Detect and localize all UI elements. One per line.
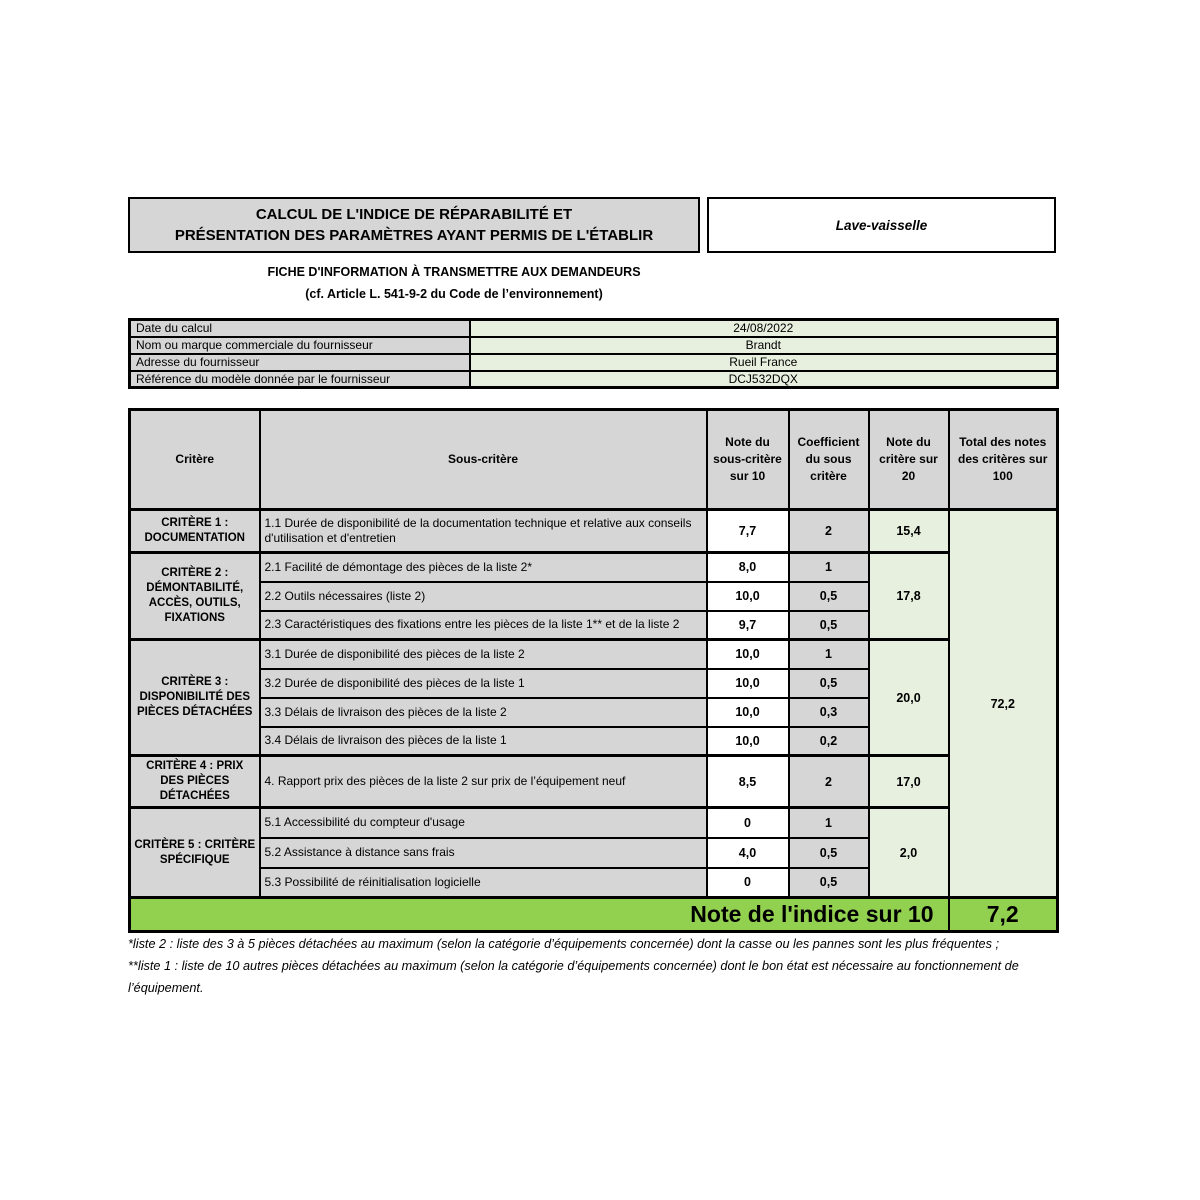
subtitle-line2: (cf. Article L. 541-9-2 du Code de l’environnement): [305, 287, 603, 301]
info-label-brand: Nom ou marque commerciale du fournisseur: [130, 337, 470, 354]
subcriterion-2-1-label: 2.1 Facilité de démontage des pièces de la liste 2*: [260, 553, 707, 582]
note10-1-1: 7,7: [707, 510, 789, 553]
note10-3-3: 10,0: [707, 698, 789, 727]
coeff-5-2: 0,5: [789, 838, 869, 868]
criterion-1-cell: CRITÈRE 1 : DOCUMENTATION: [130, 510, 260, 553]
product-category-box: [707, 197, 1056, 253]
info-label-date: Date du calcul: [130, 320, 470, 337]
criterion-5-cell: CRITÈRE 5 : CRITÈRE SPÉCIFIQUE: [130, 808, 260, 898]
table-row-1-1: [130, 510, 1058, 553]
coeff-2-1: 1: [789, 553, 869, 582]
subcriterion-3-4-label: 3.4 Délais de livraison des pièces de la liste 1: [260, 727, 707, 756]
document-title-line1: CALCUL DE L'INDICE DE RÉPARABILITÉ ET: [255, 206, 573, 223]
col-header-note-sur-20: Note du critère sur 20: [869, 410, 949, 510]
coeff-1-1: 2: [789, 510, 869, 553]
info-row-date: [130, 320, 1058, 337]
col-header-critere: Critère: [130, 410, 260, 510]
col-header-coefficient: Coefficient du sous critère: [789, 410, 869, 510]
score-table-header-row: [130, 410, 1058, 510]
coeff-3-4: 0,2: [789, 727, 869, 756]
note10-3-1: 10,0: [707, 640, 789, 669]
coeff-2-2: 0,5: [789, 582, 869, 611]
supplier-info-table: [128, 318, 1059, 389]
criterion-3-cell: CRITÈRE 3 : DISPONIBILITÉ DES PIÈCES DÉTACHÉES: [130, 640, 260, 756]
subcriterion-2-2-label: 2.2 Outils nécessaires (liste 2): [260, 582, 707, 611]
coeff-5-3: 0,5: [789, 868, 869, 898]
note10-2-3: 9,7: [707, 611, 789, 640]
note10-5-2: 4,0: [707, 838, 789, 868]
table-row-5-1: [130, 808, 1058, 838]
final-score-value: 7,2: [949, 898, 1058, 932]
coeff-3-1: 1: [789, 640, 869, 669]
note20-criterion-1: 15,4: [869, 510, 949, 553]
note10-2-1: 8,0: [707, 553, 789, 582]
subcriterion-5-2-label: 5.2 Assistance à distance sans frais: [260, 838, 707, 868]
total-sur-100-cell: 72,2: [949, 510, 1058, 898]
info-value-date: 24/08/2022: [470, 320, 1058, 337]
info-row-model: [130, 371, 1058, 388]
info-label-model: Référence du modèle donnée par le fournisseur: [130, 371, 470, 388]
subcriterion-3-3-label: 3.3 Délais de livraison des pièces de la liste 2: [260, 698, 707, 727]
score-table: [128, 408, 1059, 933]
info-row-address: [130, 354, 1058, 371]
note10-2-2: 10,0: [707, 582, 789, 611]
subcriterion-5-3-label: 5.3 Possibilité de réinitialisation logicielle: [260, 868, 707, 898]
note20-criterion-5: 2,0: [869, 808, 949, 898]
coeff-5-1: 1: [789, 808, 869, 838]
criterion-2-cell: CRITÈRE 2 : DÉMONTABILITÉ, ACCÈS, OUTILS, FIXATIONS: [130, 553, 260, 640]
col-header-note-sur-10: Note du sous-critère sur 10: [707, 410, 789, 510]
note20-criterion-2: 17,8: [869, 553, 949, 640]
footnote-liste-2: *liste 2 : liste des 3 à 5 pièces détachées au maximum (selon la catégorie d’équipements concernée) dont la casse ou les pannes sont les plus fréquentes ;: [128, 937, 1000, 951]
col-header-total-sur-100: Total des notes des critères sur 100: [949, 410, 1058, 510]
document-title: [128, 197, 700, 253]
info-value-brand: Brandt: [470, 337, 1058, 354]
table-row-4: [130, 756, 1058, 808]
note10-3-2: 10,0: [707, 669, 789, 698]
footnotes: [128, 933, 1060, 999]
coeff-4: 2: [789, 756, 869, 808]
note20-criterion-3: 20,0: [869, 640, 949, 756]
subcriterion-4-label: 4. Rapport prix des pièces de la liste 2 sur prix de l’équipement neuf: [260, 756, 707, 808]
info-label-address: Adresse du fournisseur: [130, 354, 470, 371]
criterion-4-cell: CRITÈRE 4 : PRIX DES PIÈCES DÉTACHÉES: [130, 756, 260, 808]
final-score-row: [130, 898, 1058, 932]
coeff-3-3: 0,3: [789, 698, 869, 727]
info-value-model: DCJ532DQX: [470, 371, 1058, 388]
info-row-brand: [130, 337, 1058, 354]
subcriterion-3-2-label: 3.2 Durée de disponibilité des pièces de la liste 1: [260, 669, 707, 698]
subcriterion-2-3-label: 2.3 Caractéristiques des fixations entre les pièces de la liste 1** et de la liste 2: [260, 611, 707, 640]
note10-5-3: 0: [707, 868, 789, 898]
subcriterion-5-1-label: 5.1 Accessibilité du compteur d'usage: [260, 808, 707, 838]
coeff-2-3: 0,5: [789, 611, 869, 640]
subcriterion-3-1-label: 3.1 Durée de disponibilité des pièces de la liste 2: [260, 640, 707, 669]
product-category-label: Lave-vaisselle: [835, 217, 928, 233]
note10-3-4: 10,0: [707, 727, 789, 756]
subtitle: [128, 261, 780, 305]
title-row: [128, 197, 1056, 253]
col-header-sous-critere: Sous-critère: [260, 410, 707, 510]
table-row-2-1: [130, 553, 1058, 582]
subcriterion-1-1-label: 1.1 Durée de disponibilité de la documentation technique et relative aux conseils d'utilisation et d'entretien: [260, 510, 707, 553]
note10-5-1: 0: [707, 808, 789, 838]
info-value-address: Rueil France: [470, 354, 1058, 371]
coeff-3-2: 0,5: [789, 669, 869, 698]
subtitle-line1: FICHE D'INFORMATION À TRANSMETTRE AUX DEMANDEURS: [267, 265, 641, 279]
note20-criterion-4: 17,0: [869, 756, 949, 808]
table-row-3-1: [130, 640, 1058, 669]
footnote-liste-1: **liste 1 : liste de 10 autres pièces détachées au maximum (selon la catégorie d’équipements concernée) dont le bon état est nécessaire au fonctionnement de l’équipement.: [128, 959, 1019, 995]
document-title-line2: PRÉSENTATION DES PARAMÈTRES AYANT PERMIS DE L'ÉTABLIR: [174, 227, 654, 244]
final-score-label: Note de l'indice sur 10: [130, 898, 949, 932]
note10-4: 8,5: [707, 756, 789, 808]
